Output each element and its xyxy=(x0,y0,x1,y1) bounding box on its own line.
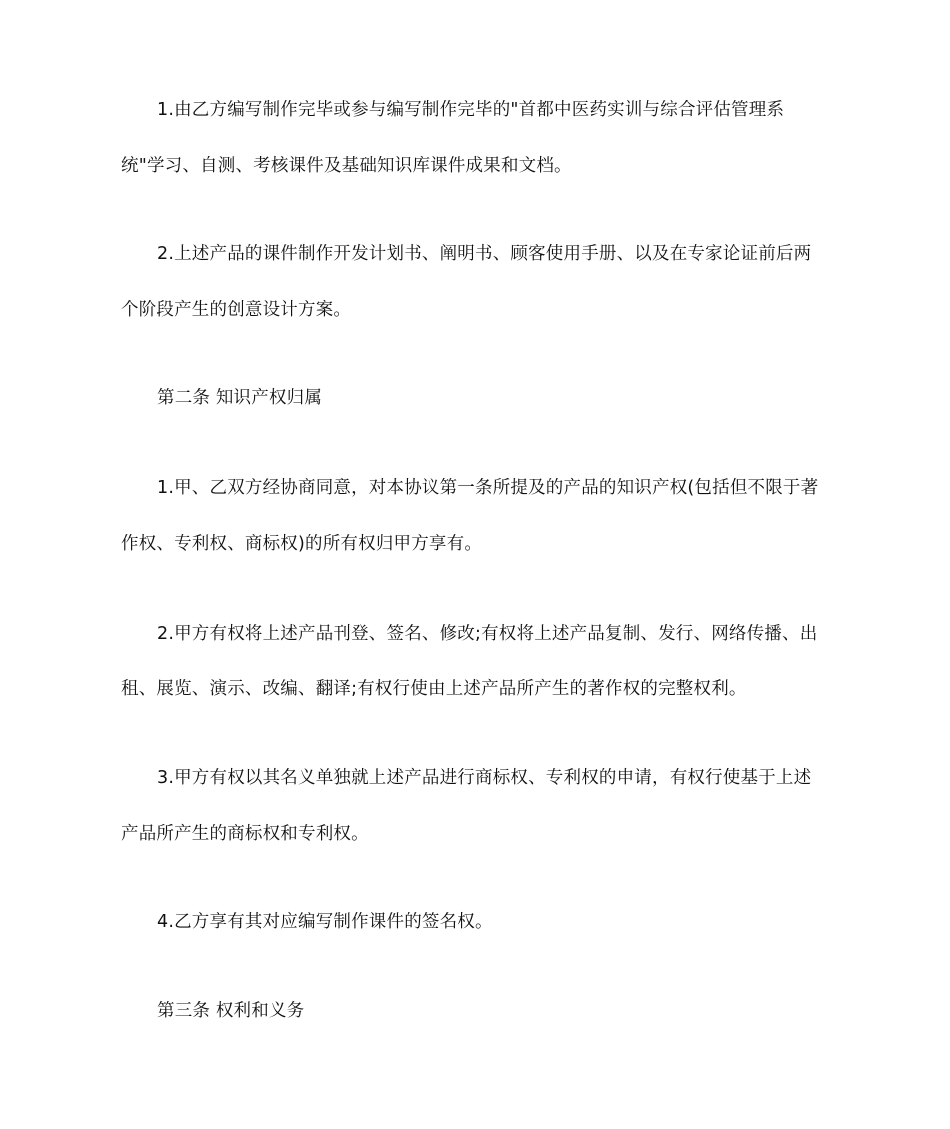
paragraph-1-line-2: 统"学习、自测、考核课件及基础知识库课件成果和文档。 xyxy=(121,156,572,176)
article-3-heading: 第三条 权利和义务 xyxy=(157,1001,305,1021)
paragraph-2-line-1: 2.上述产品的课件制作开发计划书、阐明书、顾客使用手册、以及在专家论证前后两 xyxy=(157,244,812,264)
paragraph-5-line-2: 租、展览、演示、改编、翻译;有权行使由上述产品所产生的著作权的完整权利。 xyxy=(121,679,747,699)
article-2-heading: 第二条 知识产权归属 xyxy=(157,388,323,408)
paragraph-7-line-1: 4.乙方享有其对应编写制作课件的签名权。 xyxy=(157,912,493,932)
paragraph-4-line-2: 作权、专利权、商标权)的所有权归甲方享有。 xyxy=(121,534,483,554)
paragraph-6-line-1: 3.甲方有权以其名义单独就上述产品进行商标权、专利权的申请，有权行使基于上述 xyxy=(157,768,812,788)
paragraph-6-line-2: 产品所产生的商标权和专利权。 xyxy=(121,824,369,844)
paragraph-5-line-1: 2.甲方有权将上述产品刊登、签名、修改;有权将上述产品复制、发行、网络传播、出 xyxy=(157,624,818,644)
paragraph-1-line-1: 1.由乙方编写制作完毕或参与编写制作完毕的"首都中医药实训与综合评估管理系 xyxy=(157,100,785,120)
paragraph-2-line-2: 个阶段产生的创意设计方案。 xyxy=(121,300,352,320)
paragraph-4-line-1: 1.甲、乙双方经协商同意，对本协议第一条所提及的产品的知识产权(包括但不限于著 xyxy=(157,478,819,498)
